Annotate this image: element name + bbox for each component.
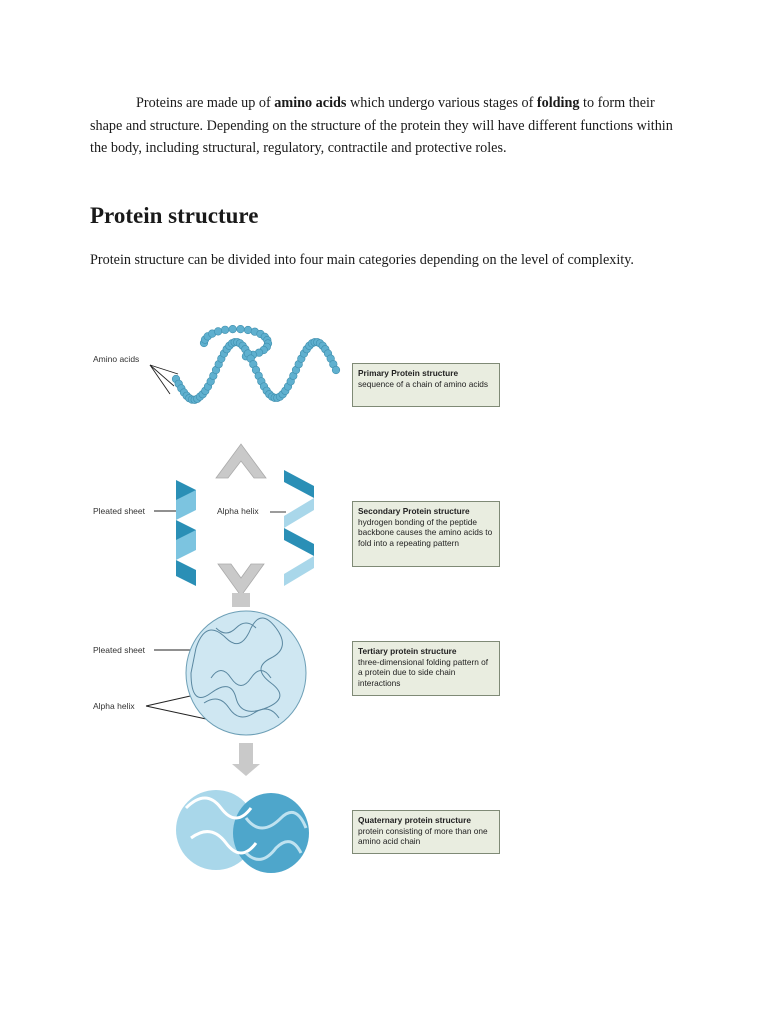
intro-bold-amino-acids: amino acids [274,95,347,111]
box-description: hydrogen bonding of the peptide backbone causes the amino acids to fold into a repeating pattern [358,516,493,548]
label-pleated-sheet-secondary: Pleated sheet [93,506,145,516]
box-description: sequence of a chain of amino acids [358,378,489,389]
box-title: Quaternary protein structure [358,815,471,825]
up-arrow [216,444,266,478]
box-description: three-dimensional folding pattern of a protein due to side chain interactions [358,656,489,688]
intro-bold-folding: folding [536,95,580,111]
alpha-helix-drawing [284,470,314,586]
amino-acid-bead [237,325,245,333]
box-title: Secondary Protein structure [358,506,470,516]
intro-text-3: to form their shape and structure. Depending on the structure of the protein they will have different functions within the body, including structural, regulatory, contractile and protective roles. [90,95,673,156]
box-description: protein consisting of more than one amino acid chain [358,825,488,846]
pleated-sheet-drawing [176,480,196,586]
box-title: Primary Protein structure [358,368,459,378]
section-text: Protein structure can be divided into four main categories depending on the level of complexity. [90,252,634,268]
amino-acid-chain [172,325,340,403]
amino-acid-bead [229,325,237,333]
section-heading: Protein structure [90,203,259,228]
down-arrow-1 [218,564,264,607]
amino-acid-bead [244,326,252,334]
label-alpha-helix-tertiary: Alpha helix [93,701,135,711]
tertiary-structure-box [352,641,500,696]
label-alpha-helix-secondary: Alpha helix [217,506,259,516]
tertiary-structure-drawing [186,611,306,735]
amino-acid-bead [332,366,340,374]
primary-structure-box [352,363,500,407]
quaternary-structure-drawing [176,790,309,873]
label-amino-acids: Amino acids [93,354,140,364]
down-arrow-2 [232,743,260,776]
label-pleated-sheet-tertiary: Pleated sheet [93,645,145,655]
amino-acid-bead [214,328,222,336]
protein-structure-figure [86,318,516,893]
amino-acid-bead [221,326,229,334]
intro-text-1: Proteins are made up of [136,95,275,111]
quaternary-structure-box [352,810,500,854]
intro-text-2: which undergo various stages of [346,95,537,111]
box-title: Tertiary protein structure [358,646,457,656]
secondary-structure-box [352,501,500,567]
intro-paragraph [90,92,690,160]
